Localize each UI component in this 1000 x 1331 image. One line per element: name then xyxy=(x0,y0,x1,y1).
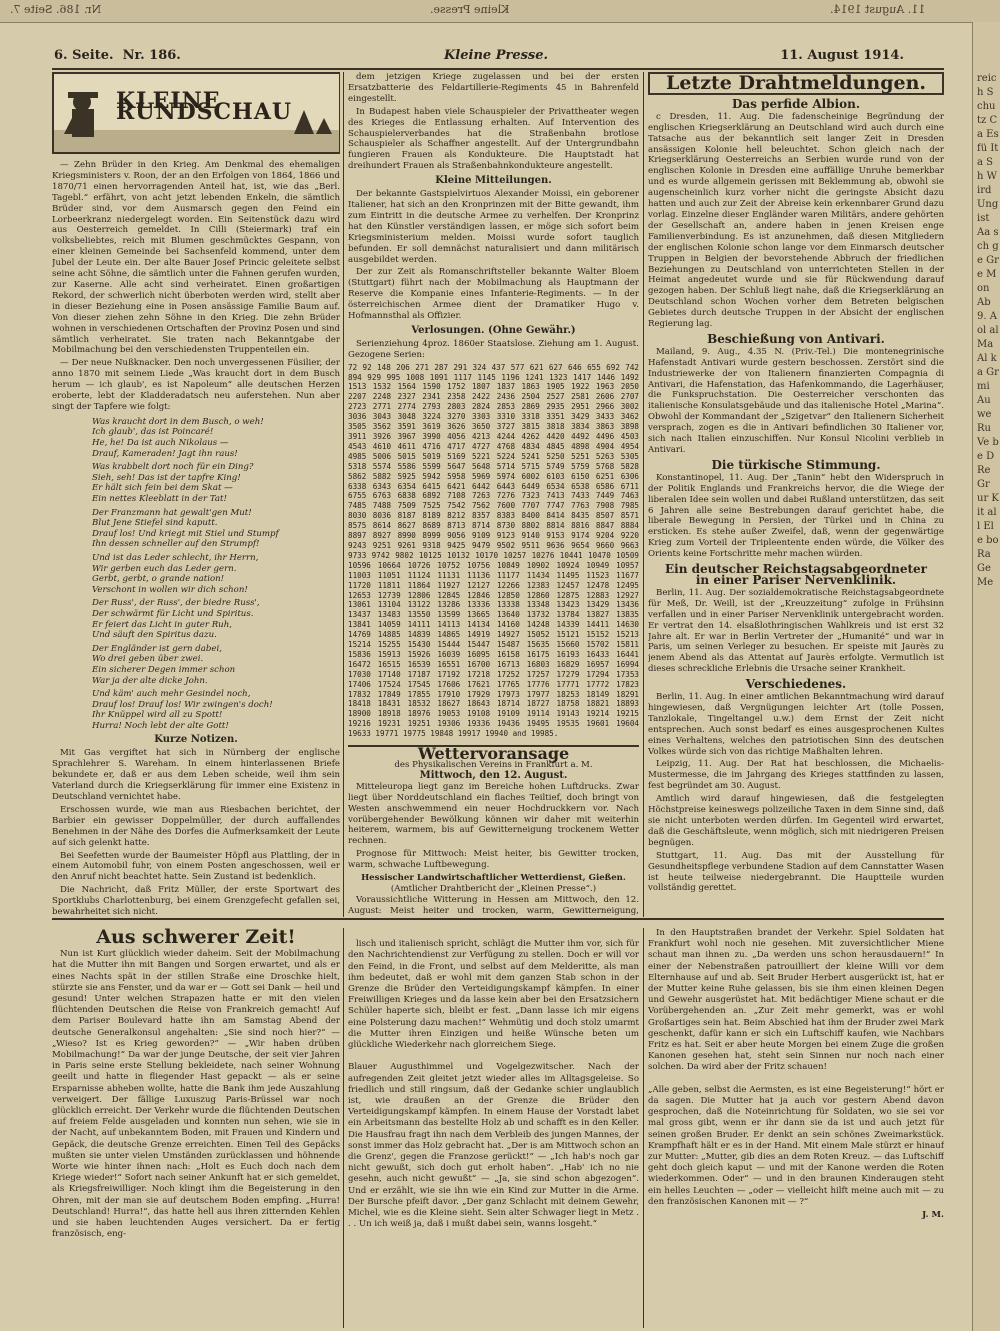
poem-line: Blut Jene Stiefel sind kaputt. xyxy=(92,518,218,529)
weather-hessen-source: (Amtlicher Drahtbericht der „Kleinen Presse“.) xyxy=(390,883,597,894)
paper-title: Kleine Presse. xyxy=(444,48,549,63)
article-tuerkische-stimmung: Konstantinopel, 11. Aug. Der „Tanin“ hebt den Widerspruch in der Politik Englands und Frankreichs hervor, die die Wiege der liberalen Idee sein wollen und dabei Rußland unterstützen, das seit 6 Jahren alle seine Bestrebungen darauf gerichtet habe, die liberale Bewegung in Persien, der Türkei und in China zu ersticken. Es stehe außer Zweifel, daß, wenn der gegenwärtige Krieg zum Vorteil der Tripleentente enden würde, die Völker des Orients keine Fortschritte mehr machen würden. xyxy=(648,472,944,560)
weather-prognose: Prognose für Mittwoch: Meist heiter, bis Gewitter trocken, warm, schwache Luftbewegung. xyxy=(348,849,639,871)
poem-line: Drauf los! Drauf los! Wir zwingen's doch! xyxy=(92,699,273,710)
heading-nervenklinik: in einer Pariser Nervenklinik. xyxy=(695,572,897,587)
poem-line: Hurra! Noch lebt der alte Gott! xyxy=(92,720,229,731)
weather-subtitle: des Physikalischen Vereins in Frankfurt a. M. xyxy=(394,760,593,770)
notice-fritz-mueller: Die Nachricht, daß Fritz Müller, der erste Sportwart des Sportklubs Charlottenburg, bei einem Grenzgefecht gefallen sei, bewahrheitet sich nicht. xyxy=(52,885,340,917)
notice-erschossen: Erschossen wurde, wie man aus Riesbachen berichtet, der Barbier ein gewisser Doppelmüller, der durch auffallendes Benehmen in der Nähe des Dorfes die Aufmerksamkeit der Leute auf sich gelenkt hatte. xyxy=(52,804,340,848)
weather-hessen-heading: Hessischer Landwirtschaftlicher Wetterdienst, Gießen. xyxy=(361,873,626,884)
column-middle xyxy=(348,72,639,917)
poem-line: War ja der alte dicke John. xyxy=(92,675,208,686)
poem-line: Der schwärmt für Licht und Spiritus. xyxy=(92,608,254,619)
feuilleton-column-2 xyxy=(348,928,639,1328)
section-divider xyxy=(52,918,944,920)
right-bleed-text: reich Schutz Ca Es fü Ita Sh Wird Ung ist Aa sch ge Gre Mon Ab 9. Aol al Ma Al ka Gr mi Au we Ru Ve be D Re Gr ur Kit all Ele bo Ra Ge Me xyxy=(977,73,999,588)
issue-date: 11. August 1914. xyxy=(780,48,904,63)
article-nervenklinik: Berlin, 11. Aug. Der sozialdemokratische Reichstagsabgeordnete für Meß, Dr. Weill, ist der „Kreuzzeitung“ zufolge in Frühsinn verfallen und in einer Pariser Nervenklinik untergebracht worden. Er vertrat den 14. elsaßlothringischen Wahlkreis und ist erst 32 Jahre alt. Er war in Berlin Vertreter der „Humanité“ und war in Paris, um seinen Verleger zu besuchen. Er speiste mit Jaurès zu jenem Abend als das Attentat auf Jaurès erfolgte. Vermutlich ist dieses schreckliche Erlebnis die Ursache seiner Krankheit. xyxy=(648,587,944,675)
article-antivari: Mailand, 9. Aug., 4.35 N. (Priv.-Tel.) Die montenegrinische Hafenstadt Antivari wurde gestern beschossen. Zerstört sind die Industriewerke der von Italienern finanzierten Compagnia di Antivari, die Hafenstation, das Hafenkommando, die Lagerhäuser, die Funkspruchstation. Die Oesterreicher verschonten das italienische Konsulatsgebäude und das italienische Hotel „Marina“. Obwohl der Kommandant der „Szigetvar“ den Italienern Sicherheit versprach, zogen es die in Antivari befindlichen 30 Italiener vor, sich nach Italien einzuschiffen. Nur Konsul Nicolini verblieb in Antivari. xyxy=(648,346,944,455)
lottery-numbers: 72 92 148 206 271 287 291 324 437 577 621 627 646 655 692 742 894 929 995 1008 1091 1117 1145 1196 1241 1323 1417 1446 1492 1513 1532 1564 1590 1752 1807 1837 1863 1905 1922 1963 2050 2207 2248 2327 2341 2358 2422 2436 2504 2527 2581 2606 2707 2723 2771 2774 2793 2803 2824 2853 2869 2935 2951 2966 3002 3036 3043 3048 3224 3270 3303 3310 3318 3351 3429 3433 3462 3505 3562 3591 3619 3626 3650 3727 3815 3818 3834 3863 3898 3911 3926 3967 3990 4056 4213 4244 4262 4420 4492 4496 4503 4543 4610 4611 4716 4717 4727 4768 4834 4845 4898 4904 4954 4985 5006 5015 5019 5169 5221 5224 5241 5250 5251 5263 5305 5318 5574 5586 5599 5647 5648 5714 5715 5749 5759 5768 5828 5862 5882 5925 5942 5958 5969 5974 6002 6103 6150 6251 6306 6338 6343 6354 6415 6421 6442 6443 6449 6534 6538 6586 6711 6755 6763 6838 6892 7108 7263 7276 7323 7413 7433 7449 7463 7485 7488 7509 7525 7542 7562 7600 7707 7747 7763 7908 7985 8030 8036 8187 8189 8212 8357 8383 8400 8414 8435 8507 8571 8575 8614 8627 8689 8713 8714 8730 8802 8814 8816 8847 8884 8897 8927 8990 8999 9056 9109 9123 9140 9153 9174 9204 9220 9243 9251 9261 9318 9425 9479 9502 9511 9636 9654 9660 9663 9733 9742 9802 10125 10132 10170 10257 10276 10441 10470 10509 10596 10664 10726 10752 10756 10849 10902 10924 10949 10957 11003 11051 11124 11131 11136 11177 11434 11495 11523 11677 11720 11811 11864 11927 12127 12266 12383 12457 12478 12495 12653 12739 12806 12845 12846 12850 12860 12875 12883 12927 13061 13104 13122 13286 13336 13338 13348 13423 13429 13436 13437 13483 13550 13599 13665 13640 13732 13784 13827 13835 13841 14059 14111 14113 14134 14160 14248 14339 14411 14630 14769 14885 14839 14865 14919 14927 15052 15121 15152 15213 15214 15255 15430 15444 15447 15487 15635 15660 15702 15811 15836 15913 15926 16039 16095 16158 16175 16193 16433 16441 16472 16515 16539 16551 16700 16713 16803 16829 16957 16994 17030 17140 17187 17192 17218 17252 17257 17279 17294 17353 17406 17524 17545 17606 17621 17765 17776 17771 17772 17823 17832 17849 17855 17910 17929 17973 17977 18253 18149 18291 18418 18431 18532 18627 18643 18714 18727 18758 18821 18893 18900 18918 18976 19053 19108 19109 19114 19143 19214 19215 19216 19231 19251 19306 19336 19436 19495 19535 19601 19604 19633 19771 19775 19848 19917 19940 and 19985. xyxy=(348,362,639,739)
feuilleton-title: Aus schwerer Zeit! xyxy=(96,928,296,948)
poem-line: Der Franzmann hat gewalt'gen Mut! xyxy=(92,507,252,518)
heading-perfide-albion: Das perfide Albion. xyxy=(731,96,861,111)
article-moissi: Der bekannte Gastspielvirtuos Alexander Moissi, ein geborener Italiener, hat sich an den Kronprinzen mit der Bitte gewandt, ihm zum Eintritt in die deutsche Armee zu verhelfen. Der Kronprinz hat den Künstler verständigen lassen, er möge sich sofort beim Kriegsministerium melden. Moissi wurde sofort tauglich befunden. Er soll demnächst naturalisiert und dann militärisch ausgebildet werden. xyxy=(348,189,639,265)
heading-verlosungen: Verlosungen. (Ohne Gewähr.) xyxy=(411,324,576,336)
poem-line: Und säuft den Spiritus dazu. xyxy=(92,630,217,641)
poem-line: Ein nettes Kleeblatt in der Tat! xyxy=(92,494,227,504)
column-drahtmeldungen xyxy=(648,72,944,917)
feuilleton-text-2: lisch und italienisch spricht, schlägt die Mutter ihm vor, sich für den Nachrichtendienst zur Verfügung zu stellen. Doch er will vor den Feind, in die Front, und selbst auf dem Melderitte, als man ihm bedeutet, daß er wohl mit dem ganzen Stab schon in der Grenze die Brüder den Verteidigungskampf kämpfen. In einer Freiwilligen Krieges und da lasse kein aber bei den Ersatzsichern Schüler haperte sich, bleibt er fest. „Dann lasse ich mir eigens eine Polsterung dazu machen!“ Wehmütig und doch stolz umarmt die Mutter ihren Einzigen und heiße Wünsche beten um glückliche Wiederkehr nach glorreichem Siege. Blauer Augusthimmel und Vogelgezwitscher. Nach der aufregenden Zeit gleitet jetzt wieder alles im Alltagsgeleise. So friedlich und still ringsum, daß der Gedanke schier unglaublich ist, wie draußen an der Grenze die Brüder den Verteidigungskampf kämpfen. In einem Hause der Vorstadt labet ein Arbeitsmann das bestellte Holz ab und schafft es in den Keller. Die Hausfrau fragt ihn nach dem Verbleib des jungen Mannes, der sonst immer das Holz gebracht hat. „Der is am Mittwoch schon an die Grenz', gegen die Franzose gerückt!“ — „Ich hab's noch gar nicht gewußt, sich doch gut erholt haben“. „Hab' ich no nie gesehn, auch nicht gewußt“ — „Ja, sie sind schon abgezogen“. Und er erzählt, wie sie ihn wie ein Kind zur Mutter in die Arme. Der Bursche pfeift davor. „Der ganz Schlacht mit deinem Gewehr, Michel, wie es die Kleine sieht. Sein alter Schwager liegt in Metz . . . Un ich weiß ja, daß i mußt dabei sein, wanns losgeht.“ xyxy=(348,939,639,1230)
poem-line: Ich glaub', das ist Poincaré! xyxy=(92,427,214,438)
poem-line: Und käm' auch mehr Gesindel noch, xyxy=(92,689,251,700)
article-nussknacker: — Der neue Nußknacker. Den noch unvergessenen Füsilier, der anno 1870 mit seinem Liede „Was kraucht dort in dem Busch herum — ich glaub', es ist Napoleum“ alle deutschen Herzen eroberte, lebt der Kladderadatsch neu auferstehen. Nun aber singt der Tapfere wie folgt: xyxy=(52,358,340,412)
poem-line: Er hält sich fein bei dem Skat — xyxy=(92,483,233,494)
column-divider-1 xyxy=(343,72,344,917)
poem-line: Er feiert das Licht in guter Ruh, xyxy=(92,619,232,630)
feuilleton-text-1: Nun ist Kurt glücklich wieder daheim. Seit der Mobilmachung hat die Mutter ihn mit Bangen und Sorgen erwartet, und als er eines Nachts spät in der stillen Straße eine Droschke hielt, stürzte sie ans Fenster, und da war er — Gott sei Dank — heil und gesund! Unter welchen Strapazen hatte er mit den vielen flüchtenden Deutschen die Reise von Frankreich gemacht! Auf dem Pariser Boulevard hatte ihn am Samstag Abend der deutsche Generalkonsul angehalten: „Sie sind noch hier?“ — „Wieso? Ist es Krieg geworden?“ — „Wir haben drüben Mobilmachung!“ Da war der junge Deutsche, der seit vier Jahren in Paris seine erste Stellung bekleidete, nach seiner Wohnung geeilt und hatte in fliegender Hast gepackt — als er seine Ersparnisse abheben wollte, hatte die Bank ihm jede Auszahlung verweigert. Der fällige Luxuszug Paris-Brüssel war noch glücklich erreicht. Der Verkehr wurde die flüchtenden Deutschen auf freiem Felde ausgeladen und konnten nun sehen, wie sie in der Nacht, auf unbekanntem Boden, mit Frauen und Kindern und Gepäck, die deutsche Grenze erreichten. Einen Teil des Gepäcks mußten sie unter vielen Umständen zurücklassen und höhnende Worte wie hinter ihnen nach: „Holt es Euch doch nach dem Kriege wieder!“ Sofort nach seiner Ankunft hat er sich gemeldet, als Kriegsfreiwilliger. Noch klingt ihm die Begeisterung in den Ohren, mit der man sie auf deutschem Boden empfing. „Hurra! Deutschland! Hurra!“, das hatte hell aus ihren zitternden Kehlen und sie haben leuchtenden Auges versichert. Da er fertig französisch, eng- xyxy=(52,949,340,1240)
poem-line: Verschont in wollen wir dich schon! xyxy=(92,584,248,595)
feuilleton-divider-2 xyxy=(643,928,644,1328)
heading-reichstagsabgeordneter: Ein deutscher Reichstagsabgeordneter xyxy=(664,562,927,577)
weather-hessen-text: Voraussichtliche Witterung in Hessen am Mittwoch, den 12. August: Meist heiter und trocken, warm, Gewitterneigung, xyxy=(348,894,639,916)
drahtmeldungen-title: Letzte Drahtmeldungen. xyxy=(648,72,944,95)
poem-line: Ein sicherer Degen immer schon xyxy=(92,664,236,675)
poem-line: Ihn dessen schneller auf den Strumpf! xyxy=(92,539,260,550)
heading-tuerkische-stimmung: Die türkische Stimmung. xyxy=(711,457,881,472)
poem xyxy=(52,417,340,732)
poem-line: Wo drei geben über zwei. xyxy=(92,654,204,665)
column-divider-2 xyxy=(643,72,644,917)
notice-seefetten: Bei Seefetten wurde der Baumeister Höpfl aus Plattling, der in einem Automobil fuhr, von einem Posten angeschossen, weil er den Anruf nicht beachtet hatte. Sein Zustand ist bedenklich. xyxy=(52,850,340,883)
rundschau-logo-text: KLEINE RUNDSCHAU xyxy=(116,88,293,125)
article-stuttgart: Stuttgart, 11. Aug. Das mit der Ausstellung für Gesundheitspflege verbundene Stadion auf dem Cannstatter Wasen ist heute teilweise niedergebrannt. Die Hauptteile wurden vollständig gerettet. xyxy=(648,850,944,894)
feuilleton-signature: J. M. xyxy=(922,1210,944,1221)
article-perfide-albion: c Dresden, 11. Aug. Die fadenscheinige Begründung der englischen Kriegserklärung an Deutschland wird auch durch eine Tatsache aus der bekanntlich seit langer Zeit in Dresden ansässigen Kolonie hell beleuchtet. Schon gleich nach der Kriegserklärung Oesterreichs an Serbien wurde rund von der englischen Kolonie in Dresden eine auffällige Unruhe bemerkbar und es wurde allgemein gerissen mit Beklemmung ab, obwohl sie augenscheinlich kurz vorher nicht die geringste Absicht dazu hatten und auch zur Zeit der Abreise kein erkennbarer Grund dazu vorlag. Einzelne dieser Engländer waren Militärs, andere gehörten der Gesellschaft an, andere haben in jenen Kreisen enge Familienverbindung. Es ist anzunehmen, daß diesen Mitgliedern der englischen Kolonie schon lange vor dem Einmarsch deutscher Truppen in Belgien der bevorstehende Abbruch der friedlichen Beziehungen zu Deutschland von unterrichteten Stellen in der Heimat angedeutet wurde und sie für Rückwendung darauf gezogen haben. Der Schluß liegt nahe, daß die Kriegserklärung an Deutschland schon Wochen vorher dem Betreten belgischen Gebietes durch deutsche Truppen in der Absicht der englischen Regierung lag. xyxy=(648,111,944,330)
poem-line: Was kraucht dort in dem Busch, o weh! xyxy=(92,416,264,427)
poem-line: Der Engländer ist gern dabei, xyxy=(92,643,222,654)
article-ersatzbatterie: dem jetzigen Kriege zugelassen und bei der ersten Ersatzbatterie des Feldartillerie-Regiments 45 in Bahrenfeld eingestellt. xyxy=(348,72,639,104)
article-hoechstpreise: Amtlich wird darauf hingewiesen, daß die festgelegten Höchstpreise keineswegs polizeiliche Taxen in dem Sinne sind, daß sie nicht unterboten werden dürfen. Im Gegenteil wird erwartet, daß die Geschäftsleute, wenn möglich, sich mit niedrigeren Preisen begnügen. xyxy=(648,794,944,848)
page-header xyxy=(52,48,944,70)
poem-line: Was krabbelt dort noch für ein Ding? xyxy=(92,462,254,473)
heading-antivari: Beschießung von Antivari. xyxy=(707,331,885,346)
feuilleton-column-3 xyxy=(648,928,944,1328)
next-page-bleed xyxy=(972,22,1000,1331)
article-zehn-brueder: — Zehn Brüder in den Krieg. Am Denkmal des ehemaligen Kriegsministers v. Roon, der an den Erfolgen von 1864, 1866 und 1870/71 einen hervorragenden Anteil hat, ist, wie das „Berl. Tagebl.“ erfährt, von acht jetzt lebenden Enkeln, die sämtlich Brüder sind, vor dem Ausmarsch gegen den Feind ein Lorbeerkranz niedergelegt worden. Ein Seitenstück dazu wird aus Oesterreich gemeldet. In Cilli (Steiermark) traf ein volksbeliebtes, reich mit Blumen geschmücktes Gespann, von einer kleinen Gemeinde bei Sachsenfeld kommend, unter dem Jubel der Leute ein. Der alte Bauer Josef Princic geleitete selbst seine acht Söhne, die sämtlich unter die Fahnen gerufen wurden, zur Kaserne. Alle acht sind verheiratet. Einen großartigen Rekord, der schwerlich nicht überboten werden wird, stellt aber in dieser Beziehung eine in Posen ansässige Familie Baum auf. Von dieser ziehen zehn Söhne in den Krieg. Die zehn Brüder wohnen in verschiedenen Ortschaften der Provinz Posen und sind sämtlich verheiratet. Sie traten nach Bekanntgabe der Mobilmachung bei den verschiedensten Truppenteilen ein. xyxy=(52,160,340,356)
bleed-center-text: Kleine Presse. xyxy=(430,3,510,16)
page-number-label: 6. Seite. Nr. 186. xyxy=(54,48,181,63)
lottery-intro: Serienziehung 4proz. 1860er Staatslose. Ziehung am 1. August. Gezogene Serien: xyxy=(348,338,639,360)
previous-page-bleed xyxy=(0,0,1000,23)
weather-section xyxy=(348,745,639,917)
poem-line: Sieh, seh! Das ist der tapfre King! xyxy=(92,472,241,483)
poem-line: Und ist das Leder schlecht, ihr Herrn, xyxy=(92,552,259,563)
heading-kleine-mitteilungen: Kleine Mitteilungen. xyxy=(435,175,552,187)
poem-line: Drauf los! Und kriegt mit Stiel und Stumpf xyxy=(92,528,279,539)
weather-forecast: Mitteleuropa liegt ganz im Bereiche hohen Luftdrucks. Zwar liegt über Norddeutschland ein flaches Teiltief, doch bringt von Westen anschwemmend ein neuer Hochdruckkern vor. Nach vorübergehender Bewölkung können wir daher mit weiterhin heiterem, warmem, bis auf Gewitterneigung trockenem Wetter rechnen. xyxy=(348,781,639,847)
poem-line: Der Russ', der Russ', der biedre Russ', xyxy=(92,598,260,609)
poem-line: He, he! Da ist auch Nikolaus — xyxy=(92,438,229,449)
poem-line: Wir gerben euch das Leder gern. xyxy=(92,563,237,574)
notice-gas: Mit Gas vergiftet hat sich in Nürnberg der englische Sprachlehrer S. Wareham. In einem hinterlassenen Briefe bekundete er, daß er aus dem Leben scheide, weil ihm sein Vaterland durch die Kriegserklärung für immer eine Existenz in Deutschland vernichtet habe. xyxy=(52,748,340,802)
article-leipzig: Leipzig, 11. Aug. Der Rat hat beschlossen, die Michaelis-Mustermesse, die im Jahrgang des Krieges stattfinden zu lassen, fest begründet am 30. August. xyxy=(648,759,944,792)
feuilleton-column-1 xyxy=(52,928,340,1328)
heading-verschiedenes: Verschiedenes. xyxy=(745,677,847,692)
bleed-left-text: Nr. 186. Seite 7. xyxy=(10,3,102,16)
article-bloem: Der zur Zeit als Romanschriftsteller bekannte Walter Bloem (Stuttgart) führt nach der Mobilmachung als Hauptmann der Reserve die Kompanie eines Infanterie-Regiments. — In der österreichischen Armee dient der Dramatiker Hugo v. Hofmannsthal als Offizier. xyxy=(348,267,639,322)
poem-line: Drauf, Kameraden! Jagt ihn raus! xyxy=(92,448,238,459)
article-vergnuegungen: Berlin, 11. Aug. In einer amtlichen Bekanntmachung wird darauf hingewiesen, daß Vergnügungen leichter Art (tolle Possen, Tanzlokale, Tingeltangel u.w.) dem Ernst der Zeit nicht entsprechen. Auch sonst bedarf es eines ausgesprochenen Kultes eines Verhaltens, welches den patriotischen Sinn des deutschen Volkes würde sich von das richtige Maßhalten lehren. xyxy=(648,692,944,757)
weather-day: Mittwoch, den 12. August. xyxy=(419,769,568,781)
rundschau-logo xyxy=(52,72,340,154)
heading-kurze-notizen: Kurze Notizen. xyxy=(154,734,238,746)
article-budapest: In Budapest haben viele Schauspieler der Privattheater wegen des Krieges die Entlassung erhalten. Auf Intervention des Schauspielerverbandes hat die Straßenbahn brotlose Schauspieler als Schaffner angestellt. Auf der Untergrundbahn fungieren Frauen als Kondukteure. Die Hauptstadt hat dreihundert Frauen als Straßenbahnkondukteure angestellt. xyxy=(348,106,639,172)
weather-title: Wettervoransage xyxy=(417,744,570,764)
feuilleton-text-3: In den Hauptstraßen brandet der Verkehr. Spiel Soldaten hat Frankfurt wohl noch nie gesehen. Mit zuversichtlicher Miene schaut man ihnen zu. „Da werden uns schon herausdauern!“ In einer der Nebenstraßen patrouilliert der kleine Willi vor dem Elternhause auf und ab. Seit Bruder Herbert ausgerückt ist, hat er der Mutter keine Ruhe gelassen, bis sie ihm einen kleinen Degen und Gewehr ausgerüstet hat. Mit bedächtiger Miene schaut er die Vorübergehenden an. „Zur Zeit mehr gemerkt, was er wohl Großartiges sein hat. Beim Abschied hat ihm der Bruder zwei Mark geschenkt, dafür kann er sich ein Luftschiff kaufen, wie Nachbars Fritz es hat. Seit er aber heute Morgen bei einem Zuge die großen Kanonen gesehen hat, steht sein Sinnen nur noch nach einer solchen. Da wird aber der Fritz schauen! „Alle geben, selbst die Aermsten, es ist eine Begeisterung!“ hört er da sagen. Die Mutter hat ja auch vor gestern Abend davon gesprochen, daß die Noteinrichtung für Soldaten, wo sie sei vor mal gross gibt, wenn er ihr dann sie da ist und auch jetzt für seinen großen Bruder. Er denkt an sein schönes Zweimarkstück. Krampfhaft hält er es in der Hand. Mit einem Male stürzt er hinauf zur Mutter: „Mutter, gib dies an dem Roten Kreuz. — das Luftschiff geht doch gleich kaput — und mit der Kanone werden die Roten wiederkommen. Oder“ — und in den braunen Kinderaugen steht ein helles Leuchten — „oder — vielleicht hilft meine auch mit — zu den französischen Kanonen mit — ?“ xyxy=(648,928,944,1207)
feuilleton-divider-1 xyxy=(343,928,344,1328)
bleed-right-text: 11. August 1914. xyxy=(830,3,926,16)
poem-line: Ihr Knüppel wird all zu Spott! xyxy=(92,710,223,721)
poem-line: Gerbt, gerbt, o grande nation! xyxy=(92,574,225,585)
column-rundschau xyxy=(52,72,340,917)
